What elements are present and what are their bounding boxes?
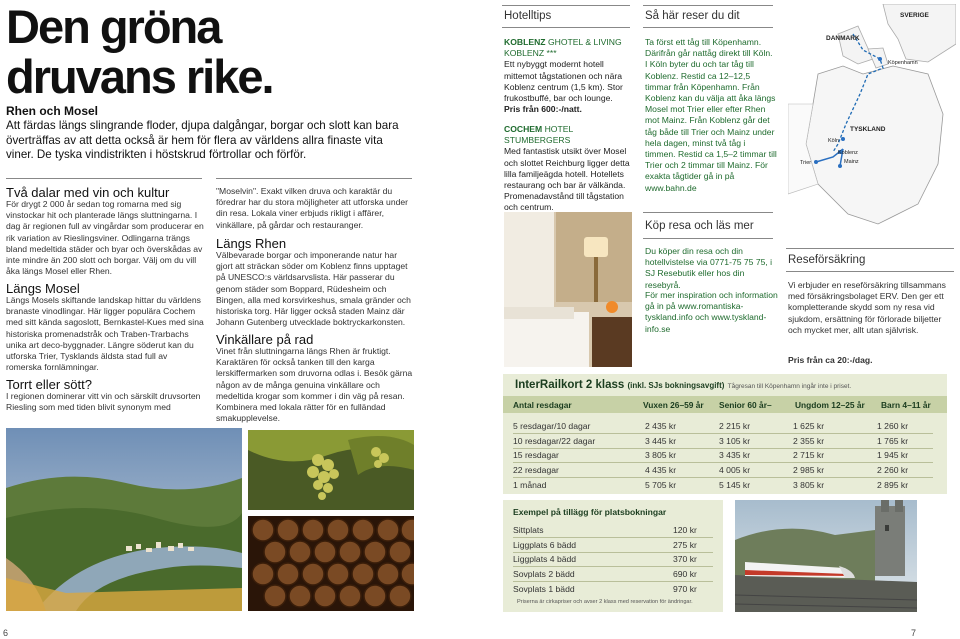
text-vinkallare: Vinet från sluttningarna längs Rhen är fruktigt. Karaktären för också tanken till den karga lerskiffermarken som druvorna odlas i. Besök gärna någon av de många genuina vinkällare och medeltida krogar som kommer i din väg på resan. Kombinera med lokala rätter för en fulländad smakupplevelse.: [216, 346, 413, 424]
section-divider: [502, 5, 630, 6]
page-number-left: 6: [3, 628, 9, 638]
table-cell: 1 945 kr: [877, 450, 909, 461]
insurance-price: Pris från ca 20:-/dag.: [788, 355, 873, 365]
map-label-mainz: Mainz: [844, 159, 859, 165]
text-tva-dalar: För drygt 2 000 år sedan tog romarna med sig vinstockar hit och planterade längs sluttningarna. I dag är regionen full av vingårdar som producerar en rik variation av Rieslingsviner. Odlingarna trängs bland medeltida städer och byar och överskådas av inte mindre än 200 slott och borgar. Välj om du vill åka längs Mosel eller Rhen.: [6, 199, 204, 277]
photo-grapes: [248, 430, 414, 510]
section-divider: [786, 271, 954, 272]
table-cell: 2 435 kr: [645, 421, 677, 431]
table-cell: Liggplats 6 bädd: [513, 539, 577, 550]
section-divider: [786, 248, 954, 249]
table-cell: 4 005 kr: [719, 464, 751, 475]
table-cell: Sovplats 1 bädd: [513, 583, 575, 594]
section-divider: [643, 238, 773, 239]
table-cell: 3 105 kr: [719, 435, 751, 446]
photo-train-rhine: [735, 500, 917, 612]
table-cell: 22 resdagar: [513, 464, 559, 475]
heading-vinkallare: Vinkällare på rad: [216, 332, 314, 347]
buy-heading: Köp resa och läs mer: [645, 220, 754, 232]
travel-heading: Så här reser du dit: [645, 10, 740, 22]
insurance-heading: Reseförsäkring: [788, 254, 866, 266]
interrail-header-cell: Ungdom 12–25 år: [795, 400, 865, 410]
hotel-koblenz: [504, 37, 634, 115]
text-torrt-eller-sott: I regionen dominerar vitt vin och särskilt druvsorten Riesling som med tiden blivit synonym med: [6, 391, 201, 413]
table-row: [513, 477, 933, 492]
table-cell: 1 260 kr: [877, 421, 909, 431]
table-cell: 5 705 kr: [645, 479, 677, 490]
table-cell: 275 kr: [673, 539, 697, 550]
insurance-text: Vi erbjuder en reseförsäkring tillsammans med försäkringsbolaget ERV. Den ger ett kompletterande skydd som ny resa vid sjukdom, ersättning för förlorade biljetter och mycket mer, allt utan självrisk.: [788, 280, 946, 335]
interrail-title: [515, 379, 851, 391]
hotel-cochem-city: COCHEM: [504, 124, 543, 134]
supplements-table: [513, 523, 713, 596]
table-row: [513, 552, 713, 567]
table-cell: 15 resdagar: [513, 450, 559, 461]
heading-langs-rhen: Längs Rhen: [216, 236, 287, 251]
interrail-header-cell: Barn 4–11 år: [881, 400, 931, 410]
section-divider: [643, 27, 773, 28]
section-divider: [216, 178, 412, 179]
table-row: [513, 567, 713, 582]
interrail-rows: [513, 419, 933, 492]
table-row: [513, 419, 933, 434]
text-moselvin: "Moselvin". Exakt vilken druva och karaktär du föredrar har du stora möjligheter att utforska under din resa. Lokala viner erbjuds rikligt i affärer, vinkällare, på gårdar och restauranger.: [216, 186, 409, 230]
table-cell: 120 kr: [673, 525, 697, 535]
interrail-title-main: InterRailkort 2 klass: [515, 379, 625, 391]
map-label-koblenz: Koblenz: [838, 150, 858, 156]
table-cell: 4 435 kr: [645, 464, 677, 475]
hotel-koblenz-text: Ett nybyggt modernt hotell mittemot tågstationen och nära Koblenz centrum (1,5 km). Stor frukostbuffé, bar och lounge.: [504, 59, 623, 104]
table-cell: Sovplats 2 bädd: [513, 568, 575, 579]
map-label-trier: Trier: [800, 160, 812, 166]
supplements-title: Exempel på tillägg för platsbokningar: [513, 507, 667, 517]
interrail-header-row: [513, 398, 943, 412]
table-cell: 1 månad: [513, 479, 547, 490]
table-row: [513, 538, 713, 553]
photo-hotel-room: [504, 212, 632, 367]
text-langs-rhen: Välbevarade borgar och imponerande natur har gjort att sträckan söder om Koblenz finns upptaget på UNESCO:s världsarvslista. Här passerar du genom städer som Boppard, Rüdesheim och Bingen, alla med korsvirkeshus, smala gränder och historiska torg. Här ligger också staden Mainz där Johann Gutenberg utvecklade boktryckarkonsten.: [216, 250, 411, 328]
interrail-table: [513, 398, 943, 412]
intro-heading: Rhen och Mosel: [6, 104, 99, 118]
heading-torrt-eller-sott: Torrt eller sött?: [6, 377, 92, 392]
supplements-note: Priserna är cirkapriser och avser 2 klass med reservation för ändringar.: [517, 599, 693, 605]
table-cell: 370 kr: [673, 554, 697, 565]
interrail-header-cell: Senior 60 år–: [719, 400, 772, 410]
photo-wine-barrels: [248, 516, 414, 611]
table-cell: 2 895 kr: [877, 479, 909, 490]
table-cell: Liggplats 4 bädd: [513, 554, 577, 565]
page-number-right: 7: [911, 628, 917, 638]
table-cell: 1 625 kr: [793, 421, 825, 431]
photo-mosel-valley: [6, 428, 242, 611]
travel-text: Ta först ett tåg till Köpenhamn. Därifrån går nattåg direkt till Köln. I Köln byter du och tar tåg till Koblenz. Restid ca 12–12,5 timmar från Köpenhamn. Från Koblenz kan du välja att åka längs Mosel mot Trier eller efter Rhen mot Mainz. Från Koblenz går det tåg både till Trier och Mainz under hela dagen, minst två tåg i timmen. Restid ca 1,5–2 timmar till Trier och 2 timmar till Mainz. För exakta tågtider gå in på www.bahn.de: [645, 37, 777, 193]
hotel-koblenz-city: KOBLENZ: [504, 37, 546, 47]
hotel-cochem: [504, 124, 634, 225]
table-cell: Sittplats: [513, 525, 544, 535]
intro-text: Att färdas längs slingrande floder, djupa dalgångar, borgar och slott kan bara överträffas av att detta också är hem för flera av världens allra finaste vita viner. De tyska vindistrikten i höstskrud förtrollar och förför.: [6, 119, 399, 161]
section-divider: [502, 27, 630, 28]
table-cell: 2 355 kr: [793, 435, 825, 446]
table-cell: 2 985 kr: [793, 464, 825, 475]
hotel-cochem-name: HOTEL STUMBERGERS: [504, 124, 573, 146]
table-row: [513, 463, 933, 478]
table-cell: 1 765 kr: [877, 435, 909, 446]
section-divider: [643, 5, 773, 6]
table-cell: 5 145 kr: [719, 479, 751, 490]
table-cell: 3 435 kr: [719, 450, 751, 461]
table-row: [513, 523, 713, 538]
heading-langs-mosel: Längs Mosel: [6, 281, 80, 296]
text-langs-mosel: Längs Mosels skiftande landskap hittar du världens branaste vinodlingar. Här ligger populära Cochem med sitt kända sagoslott, Bernkastel-Kues med sina historiska promenadstråk och Traben-Trarbachs unika art deco-byggnader. Längre söderut kan du utforska Trier, Tysklands äldsta stad full av romerska fornlämningar.: [6, 295, 204, 373]
buy-text: Du köper din resa och din hotellvistelse via 0771-75 75 75, i SJ Resebutik eller hos din resebyrå.: [645, 246, 773, 290]
interrail-body: [513, 419, 933, 492]
interrail-title-small: (inkl. SJs bokningsavgift): [627, 381, 725, 390]
hotel-cochem-text: Med fantastisk utsikt över Mosel och slottet Reichburg ligger detta lilla familjeägda hotell. Hotellets restaurang och bar är välkända. Promenadavstånd till tågstation och centrum.: [504, 146, 630, 213]
more-info-text: För mer inspiration och information gå in på www.romantiska-tyskland.info och www.tyskland-info.se: [645, 290, 778, 334]
section-divider: [6, 178, 202, 179]
hotel-koblenz-price: Pris från 600:-/natt.: [504, 104, 582, 115]
map-label-tyskland: TYSKLAND: [850, 126, 886, 133]
table-cell: 10 resdagar/22 dagar: [513, 435, 596, 446]
table-cell: 970 kr: [673, 583, 697, 594]
map-label-kopenhamn: Köpenhamn: [888, 60, 918, 66]
table-cell: 2 715 kr: [793, 450, 825, 461]
hotel-heading: Hotelltips: [504, 10, 552, 22]
table-cell: 5 resdagar/10 dagar: [513, 421, 591, 431]
table-cell: 690 kr: [673, 568, 697, 579]
table-cell: 2 260 kr: [877, 464, 909, 475]
table-row: [513, 434, 933, 449]
route-map: [788, 4, 956, 234]
table-row: [513, 581, 713, 596]
interrail-header-cell: Antal resdagar: [513, 400, 572, 410]
interrail-header-cell: Vuxen 26–59 år: [643, 400, 704, 410]
supplements-box: [503, 500, 723, 612]
table-row: [513, 448, 933, 463]
interrail-note: Tågresan till Köpenhamn ingår inte i priset.: [727, 383, 852, 390]
map-label-koln: Köln: [828, 138, 840, 144]
heading-tva-dalar: Två dalar med vin och kultur: [6, 185, 170, 200]
table-cell: 3 805 kr: [645, 450, 677, 461]
section-divider: [643, 212, 773, 213]
table-cell: 3 445 kr: [645, 435, 677, 446]
hotel-koblenz-name: GHOTEL & LIVING KOBLENZ ***: [504, 37, 622, 59]
table-cell: 2 215 kr: [719, 421, 751, 431]
map-label-sverige: SVERIGE: [900, 12, 929, 19]
page-title: Den gröna druvans rike.: [6, 0, 273, 103]
map-label-danmark: DANMARK: [826, 35, 860, 42]
table-cell: 3 805 kr: [793, 479, 825, 490]
